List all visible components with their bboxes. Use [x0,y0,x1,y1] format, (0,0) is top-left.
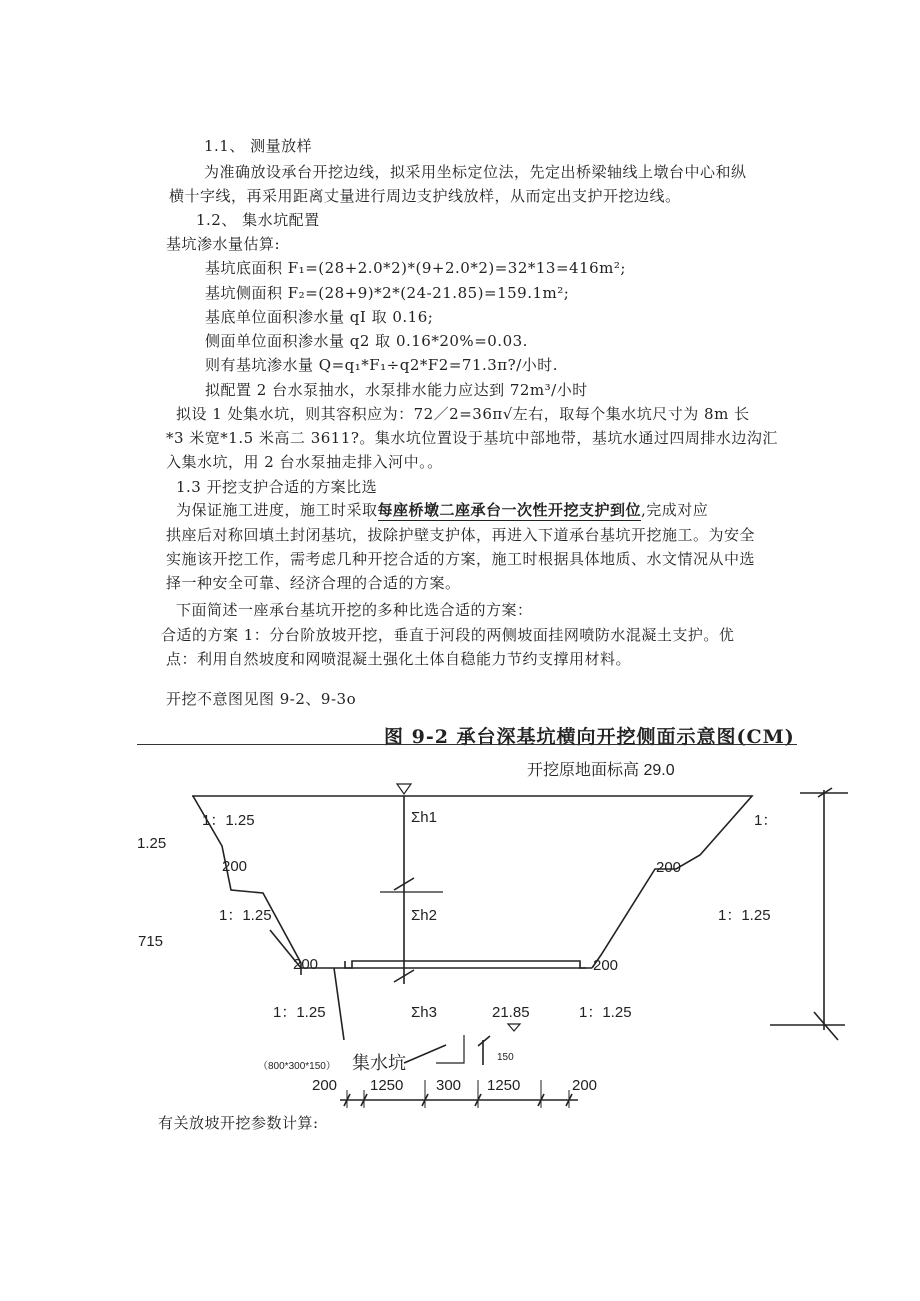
para-1-3-text-b: ,完成对应 [641,501,709,519]
sh2-label: Σh2 [411,907,437,924]
figure-title: 图 9-2 承台深基坑横向开挖侧面示意图(CM) [384,726,795,748]
formula-q2: 侧面单位面积渗水量 q2 取 0.16*20%=0.03. [205,332,528,350]
berm-left-top: 200 [222,858,248,875]
left-dim-715: 715 [138,933,164,950]
slope-right-bottom: 1：1.25 [579,1004,632,1021]
plan1-line2: 点：利用自然坡度和网喷混凝土强化土体自稳能力节约支撑用材料。 [166,650,632,668]
slope-right-top: 1： [754,812,778,829]
bottom-elevation-label: 21.85 [492,1004,530,1021]
pit-bottom-notches [345,961,586,968]
dim-200-right: 200 [572,1077,598,1094]
sump-label: 集水坑 [352,1053,406,1073]
sump-depth-label: 150 [497,1052,514,1063]
sump-slash [404,1045,446,1063]
seepage-title: 基坑渗水量估算: [166,235,281,253]
heading-1-3: 1.3 开挖支护合适的方案比选 [176,478,378,496]
pump-config: 拟配置 2 台水泵抽水，水泵排水能力应达到 72m³/小时 [205,381,588,399]
formula-f2: 基坑侧面积 F₂=(28+9)*2*(24-21.85)=159.1m²; [205,284,570,302]
left-dim-125: 1.25 [137,835,167,852]
para-1-3-underlined: 每座桥墩二座承台一次性开挖支护到位 [377,501,642,519]
figure-reference: 开挖不意图见图 9-2、9-3o [166,690,357,708]
pit-outline-right [192,796,752,968]
ground-marker [397,784,411,794]
sump-para-line3: 入集水坑，用 2 台水泵抽走排入河中。。 [166,453,443,471]
slope-left-bottom: 1：1.25 [273,1004,326,1021]
heading-1-2: 1.2、 集水坑配置 [196,211,320,229]
slope-left-mid: 1：1.25 [219,907,272,924]
para-1-3-line3: 实施该开挖工作，需考虑几种开挖合适的方案，施工时根据具体地质、水文情况从中选 [166,550,756,568]
right-axis-tick-bottom [814,1012,838,1040]
slope-left-top: 1：1.25 [202,812,255,829]
berm-left-mid: 200 [293,956,319,973]
dim-1250-right: 1250 [487,1077,521,1094]
sump-para-line1: 拟设 1 处集水坑，则其容积应为：72／2=36π√左右，取每个集水坑尺寸为 8m 长 [176,405,750,423]
formula-f1: 基坑底面积 F₁=(28+2.0*2)*(9+2.0*2)=32*13=416m²; [205,259,626,277]
sump-dims: （800*300*150） [258,1061,336,1072]
slope-right-mid: 1：1.25 [718,907,771,924]
dim-200-left: 200 [312,1077,338,1094]
heading-1-1: 1.1、 测量放样 [204,137,313,155]
berm-right-mid: 200 [593,957,619,974]
sump-box [436,1035,464,1063]
lower-left-slope [334,968,344,1040]
plan1-line1: 合适的方案 1：分台阶放坡开挖，垂直于河段的两侧坡面挂网喷防水混凝土支护。优 [161,626,735,644]
berm-right-top: 200 [656,859,682,876]
sh1-label: Σh1 [411,809,437,826]
formula-q-total: 则有基坑渗水量 Q=q₁*F₁÷q2*F2=71.3π?/小时. [205,356,559,374]
para-1-3-text-a: 为保证施工进度，施工时采取 [176,501,378,519]
para-1-1-line1: 为准确放设承台开挖边线，拟采用坐标定位法，先定出桥梁轴线上墩台中心和纵 [204,163,747,181]
para-1-1-line2: 横十字线，再采用距离丈量进行周边支护线放样，从而定出支护开挖边线。 [169,187,681,205]
formula-q1: 基底单位面积渗水量 qI 取 0.16; [205,308,434,326]
sh3-label: Σh3 [411,1004,437,1021]
intro-line: 下面简述一座承台基坑开挖的多种比选合适的方案： [176,601,533,619]
sump-depth-tick [478,1036,490,1046]
para-1-3-line4: 择一种安全可靠、经济合理的合适的方案。 [166,574,461,592]
ground-elevation-label: 开挖原地面标高 29.0 [527,762,675,779]
closing-line: 有关放坡开挖参数计算: [158,1114,319,1132]
sump-para-line2: *3 米宽*1.5 米高二 3611?。集水坑位置设于基坑中部地带，基坑水通过四周排水边沟汇 [166,429,778,447]
dim-1250-left: 1250 [370,1077,404,1094]
para-1-3-line2: 拱座后对称回填土封闭基坑，拔除护壁支护体，再进入下道承台基坑开挖施工。为安全 [166,526,756,544]
dim-300: 300 [436,1077,462,1094]
bottom-elevation-marker [508,1024,520,1031]
